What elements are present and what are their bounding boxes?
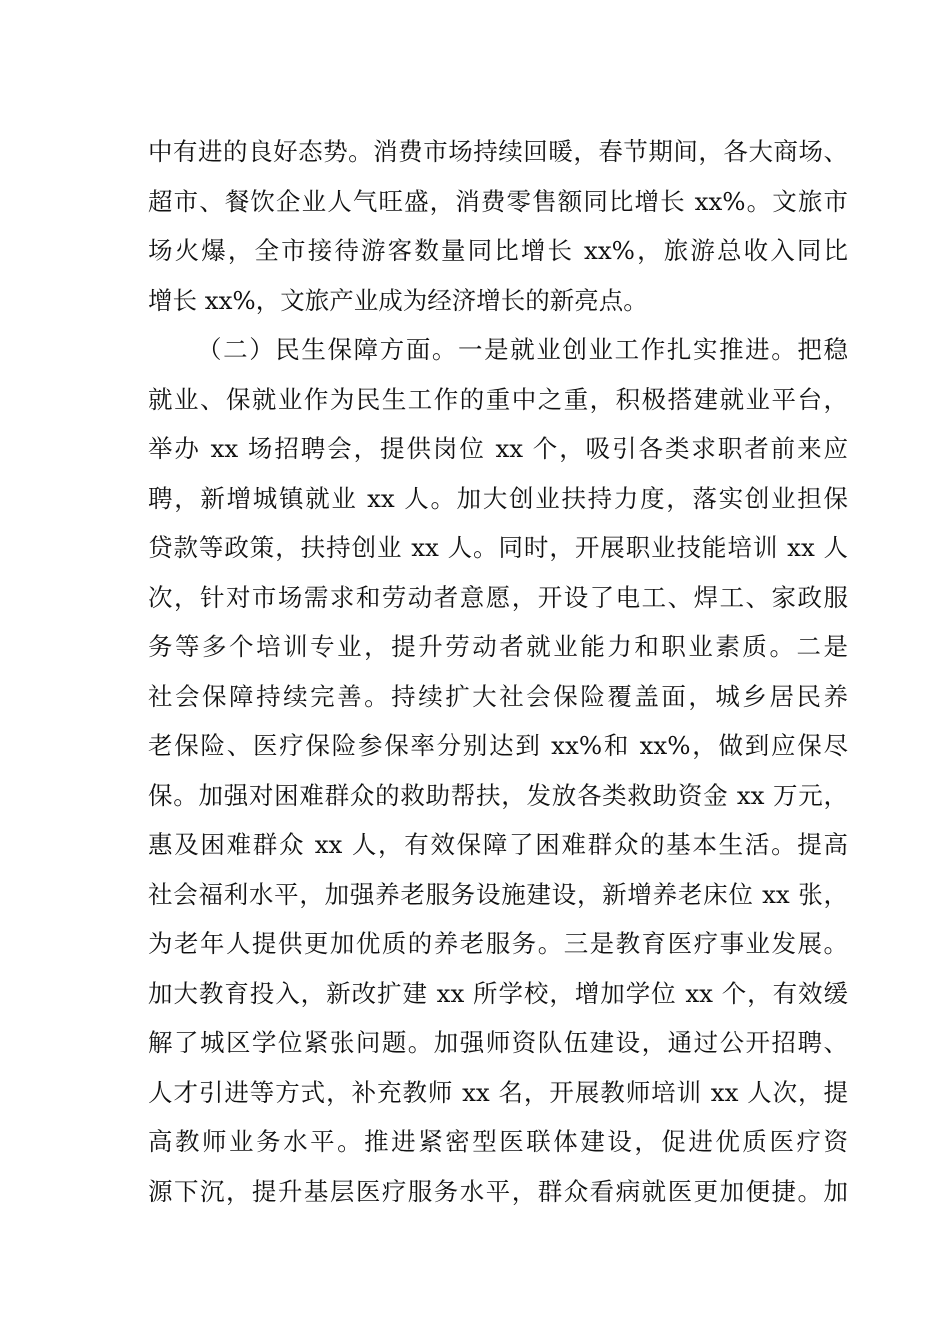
text-line: 增长 xx%，文旅产业成为经济增长的新亮点。 xyxy=(148,285,648,315)
text-line: 举办 xx 场招聘会，提供岗位 xx 个，吸引各类求职者前来应 xyxy=(148,434,848,463)
text-line: 保。加强对困难群众的救助帮扶，发放各类救助资金 xx 万元， xyxy=(148,780,848,810)
text-line: 中有进的良好态势。消费市场持续回暖，春节期间，各大商场、 xyxy=(148,137,848,166)
paragraph-consumption-tourism xyxy=(148,127,848,325)
text-line: 就业、保就业作为民生工作的重中之重，积极搭建就业平台， xyxy=(148,384,848,414)
text-line: 源下沉，提升基层医疗服务水平，群众看病就医更加便捷。加 xyxy=(148,1176,848,1206)
text-line: 务等多个培训专业，提升劳动者就业能力和职业素质。二是 xyxy=(148,632,848,661)
body-text xyxy=(148,127,848,1216)
paragraph-livelihood xyxy=(148,325,848,1216)
text-line: 社会福利水平，加强养老服务设施建设，新增养老床位 xx 张， xyxy=(148,879,848,909)
text-line: 贷款等政策，扶持创业 xx 人。同时，开展职业技能培训 xx 人 xyxy=(148,533,848,562)
text-line: 场火爆，全市接待游客数量同比增长 xx%，旅游总收入同比 xyxy=(148,236,848,265)
text-line: 解了城区学位紧张问题。加强师资队伍建设，通过公开招聘、 xyxy=(148,1028,848,1057)
text-line: 次，针对市场需求和劳动者意愿，开设了电工、焊工、家政服 xyxy=(148,582,848,612)
text-line: 社会保障持续完善。持续扩大社会保险覆盖面，城乡居民养 xyxy=(148,681,848,711)
text-line: 加大教育投入，新改扩建 xx 所学校，增加学位 xx 个，有效缓 xyxy=(148,978,848,1008)
text-line: 聘，新增城镇就业 xx 人。加大创业扶持力度，落实创业担保 xyxy=(148,483,848,513)
text-line: 老保险、医疗保险参保率分别达到 xx%和 xx%，做到应保尽 xyxy=(148,731,848,760)
text-line: 超市、餐饮企业人气旺盛，消费零售额同比增长 xx%。文旅市 xyxy=(148,186,848,216)
text-line: 惠及困难群众 xx 人，有效保障了困难群众的基本生活。提高 xyxy=(148,830,848,859)
text-line: 为老年人提供更加优质的养老服务。三是教育医疗事业发展。 xyxy=(148,929,848,958)
text-line: 高教师业务水平。推进紧密型医联体建设，促进优质医疗资 xyxy=(148,1127,848,1156)
text-line: 人才引进等方式，补充教师 xx 名，开展教师培训 xx 人次，提 xyxy=(148,1077,848,1107)
text-line: （二）民生保障方面。一是就业创业工作扎实推进。把稳 xyxy=(197,335,848,364)
